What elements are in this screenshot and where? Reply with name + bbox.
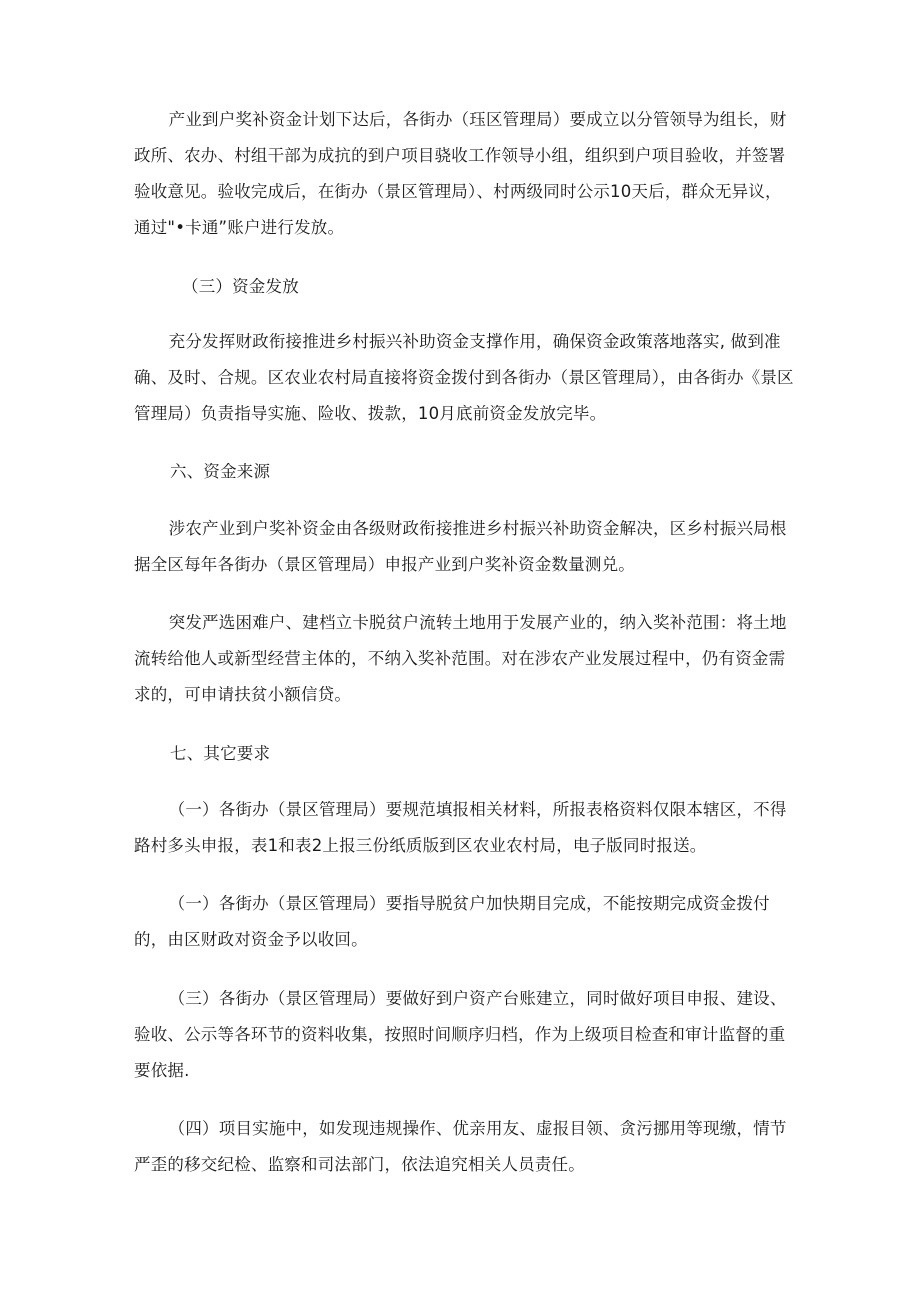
paragraph-funds-release (134, 324, 794, 432)
paragraph-text: 涉农产业到户奖补资金由各级财政衔接推进乡村振兴补助资金解决，区乡村振兴局根据全区每年各街办（景区管理局）申报产业到户奖补资金数量测兑。 (134, 519, 787, 574)
paragraph-text: 充分发挥财政衔接推进乡村振兴补助资金支撑作用，确保资金政策落地落实, 做到准确、及时、合规。区农业农村局直接将资金拨付到各街办（景区管理局），由各街办《景区管理局）负责指导实施、险收、拨款，10月底前资金发放完毕。 (134, 332, 794, 423)
heading-other-requirements (134, 736, 794, 772)
paragraph-subsidy-scope (134, 605, 794, 713)
section-heading: （三）资金发放 (182, 277, 299, 296)
paragraph-requirement-1 (134, 792, 794, 864)
paragraph-requirement-2 (134, 886, 794, 958)
paragraph-text: 产业到户奖补资金计划下达后，各街办（珏区管理局）要成立以分管领导为组长，财政所、农办、村组干部为成抗的到户项目骁收工作领导小组，组织到户项目验收，并签署验收意见。验收完成后，在街办（景区管理局）、村两级同时公示10天后，群众无异议，通过"•卡通”账户进行发放。 (134, 110, 787, 237)
paragraph-text: 突发严选困难户、建档立卡脱贫户流转土地用于发展产业的，纳入奖补范围：将土地流转给他人或新型经营主体的，不纳入奖补范围。对在涉农产业发展过程中，仍有资金需求的，可申请扶贫小额信贷。 (134, 613, 787, 704)
paragraph-text: （四）项目实施中，如发现违规操作、优亲用友、虚报目领、贪污挪用等现缴，情节严歪的移交纪检、监察和司法部门，依法追究相关人员责任。 (134, 1119, 787, 1174)
paragraph-requirement-4 (134, 1111, 794, 1183)
heading-funds-release (134, 269, 794, 305)
paragraph-funds-source (134, 511, 794, 583)
paragraph-fund-acceptance (134, 102, 794, 246)
paragraph-text: （一）各街办（景区管理局）要指导脱贫户加快期目完成，不能按期完成资金拨付的，由区财政对资金予以收回。 (134, 894, 770, 949)
heading-funds-source (134, 454, 794, 490)
section-heading: 七、其它要求 (170, 744, 271, 763)
section-heading: 六、资金来源 (170, 462, 271, 481)
paragraph-text: （三）各街办（景区管理局）要做好到户资产台账建立，同时做好项目申报、建设、验收、公示等各环节的资料收集，按照时间顺序归档，作为上级项目检查和审计监督的重要依据. (134, 989, 787, 1080)
paragraph-requirement-3 (134, 981, 794, 1089)
paragraph-text: （一）各街办（景区管理局）要规范填报相关材料，所报表格资料仅限本辖区，不得路村多头申报，表1和表2上报三份纸质版到区农业农村局，电子版同时报送。 (134, 800, 787, 855)
